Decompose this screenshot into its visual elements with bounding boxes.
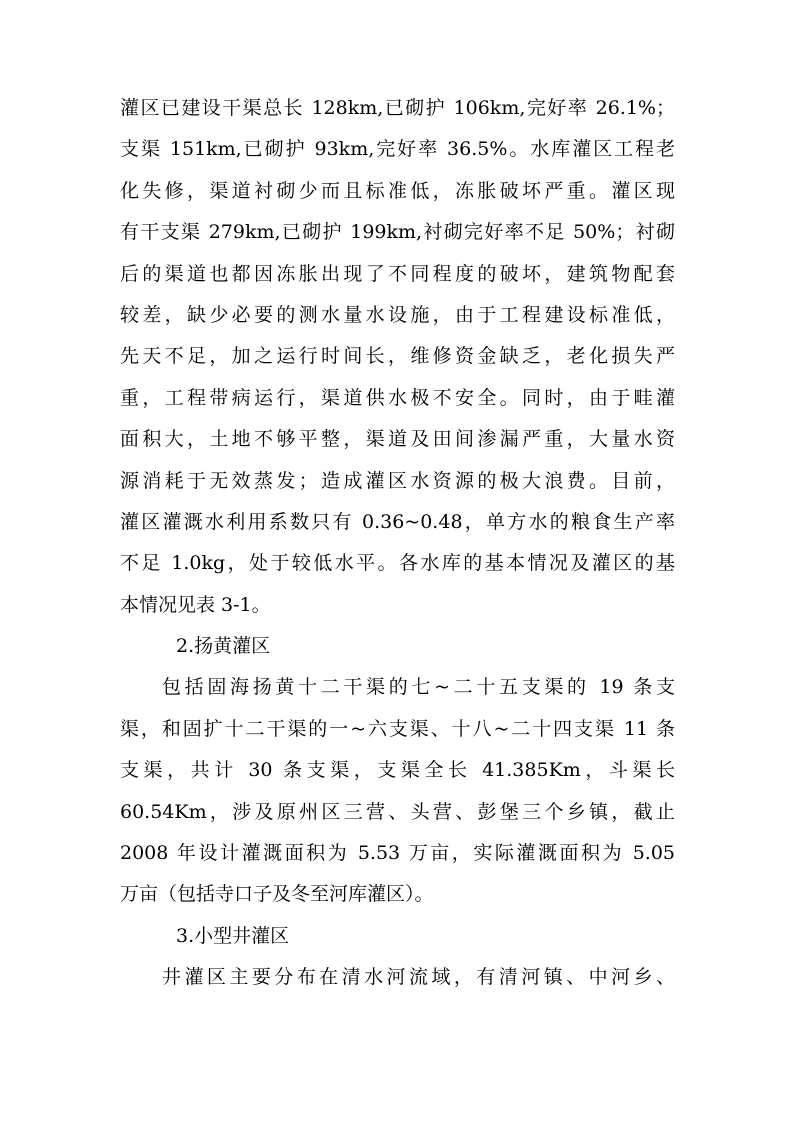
body-line: 较差，缺少必要的测水量水设施，由于工程建设标准低， xyxy=(120,303,675,326)
body-line: 面积大，土地不够平整，渠道及田间渗漏严重，大量水资 xyxy=(120,428,675,451)
body-line: 后的渠道也都因冻胀出现了不同程度的破坏，建筑物配套 xyxy=(120,262,675,285)
page-body xyxy=(120,88,675,999)
body-line: 2008 年设计灌溉面积为 5.53 万亩，实际灌溉面积为 5.05 xyxy=(120,842,675,865)
body-line: 支渠，共计 30 条支渠，支渠全长 41.385Km，斗渠长 xyxy=(120,759,675,782)
body-line: 灌区已建设干渠总长 128km,已砌护 106km,完好率 26.1%； xyxy=(120,97,675,119)
body-line: 灌区灌溉水利用系数只有 0.36~0.48，单方水的粮食生产率 xyxy=(120,510,675,533)
section-heading-well-irrigation: 3.小型井灌区 xyxy=(176,924,290,947)
section-heading-yellow-river-irrigation: 2.扬黄灌区 xyxy=(176,635,271,658)
body-line: 重，工程带病运行，渠道供水极不安全。同时，由于畦灌 xyxy=(120,386,675,409)
paragraph-first-line: 包括固海扬黄十二干渠的七~二十五支渠的 19 条支 xyxy=(162,676,675,699)
body-line: 源消耗于无效蒸发；造成灌区水资源的极大浪费。目前， xyxy=(120,469,675,492)
body-line: 支渠 151km,已砌护 93km,完好率 36.5%。水库灌区工程老 xyxy=(120,138,675,161)
body-line-last: 本情况见表 3-1。 xyxy=(120,593,271,616)
body-line: 60.54Km，涉及原州区三营、头营、彭堡三个乡镇，截止 xyxy=(120,800,675,823)
body-line: 渠，和固扩十二干渠的一~六支渠、十八~二十四支渠 11 条 xyxy=(120,717,675,740)
paragraph-first-line: 井灌区主要分布在清水河流域，有清河镇、中河乡、 xyxy=(162,966,675,989)
body-line: 化失修，渠道衬砌少而且标准低，冻胀破坏严重。灌区现 xyxy=(120,179,675,202)
body-line: 不足 1.0kg，处于较低水平。各水库的基本情况及灌区的基 xyxy=(120,552,675,575)
body-line-last: 万亩（包括寺口子及冬至河库灌区）。 xyxy=(120,883,434,906)
body-line: 先天不足，加之运行时间长，维修资金缺乏，老化损失严 xyxy=(120,345,675,368)
body-line: 有干支渠 279km,已砌护 199km,衬砌完好率不足 50%；衬砌 xyxy=(120,221,675,244)
